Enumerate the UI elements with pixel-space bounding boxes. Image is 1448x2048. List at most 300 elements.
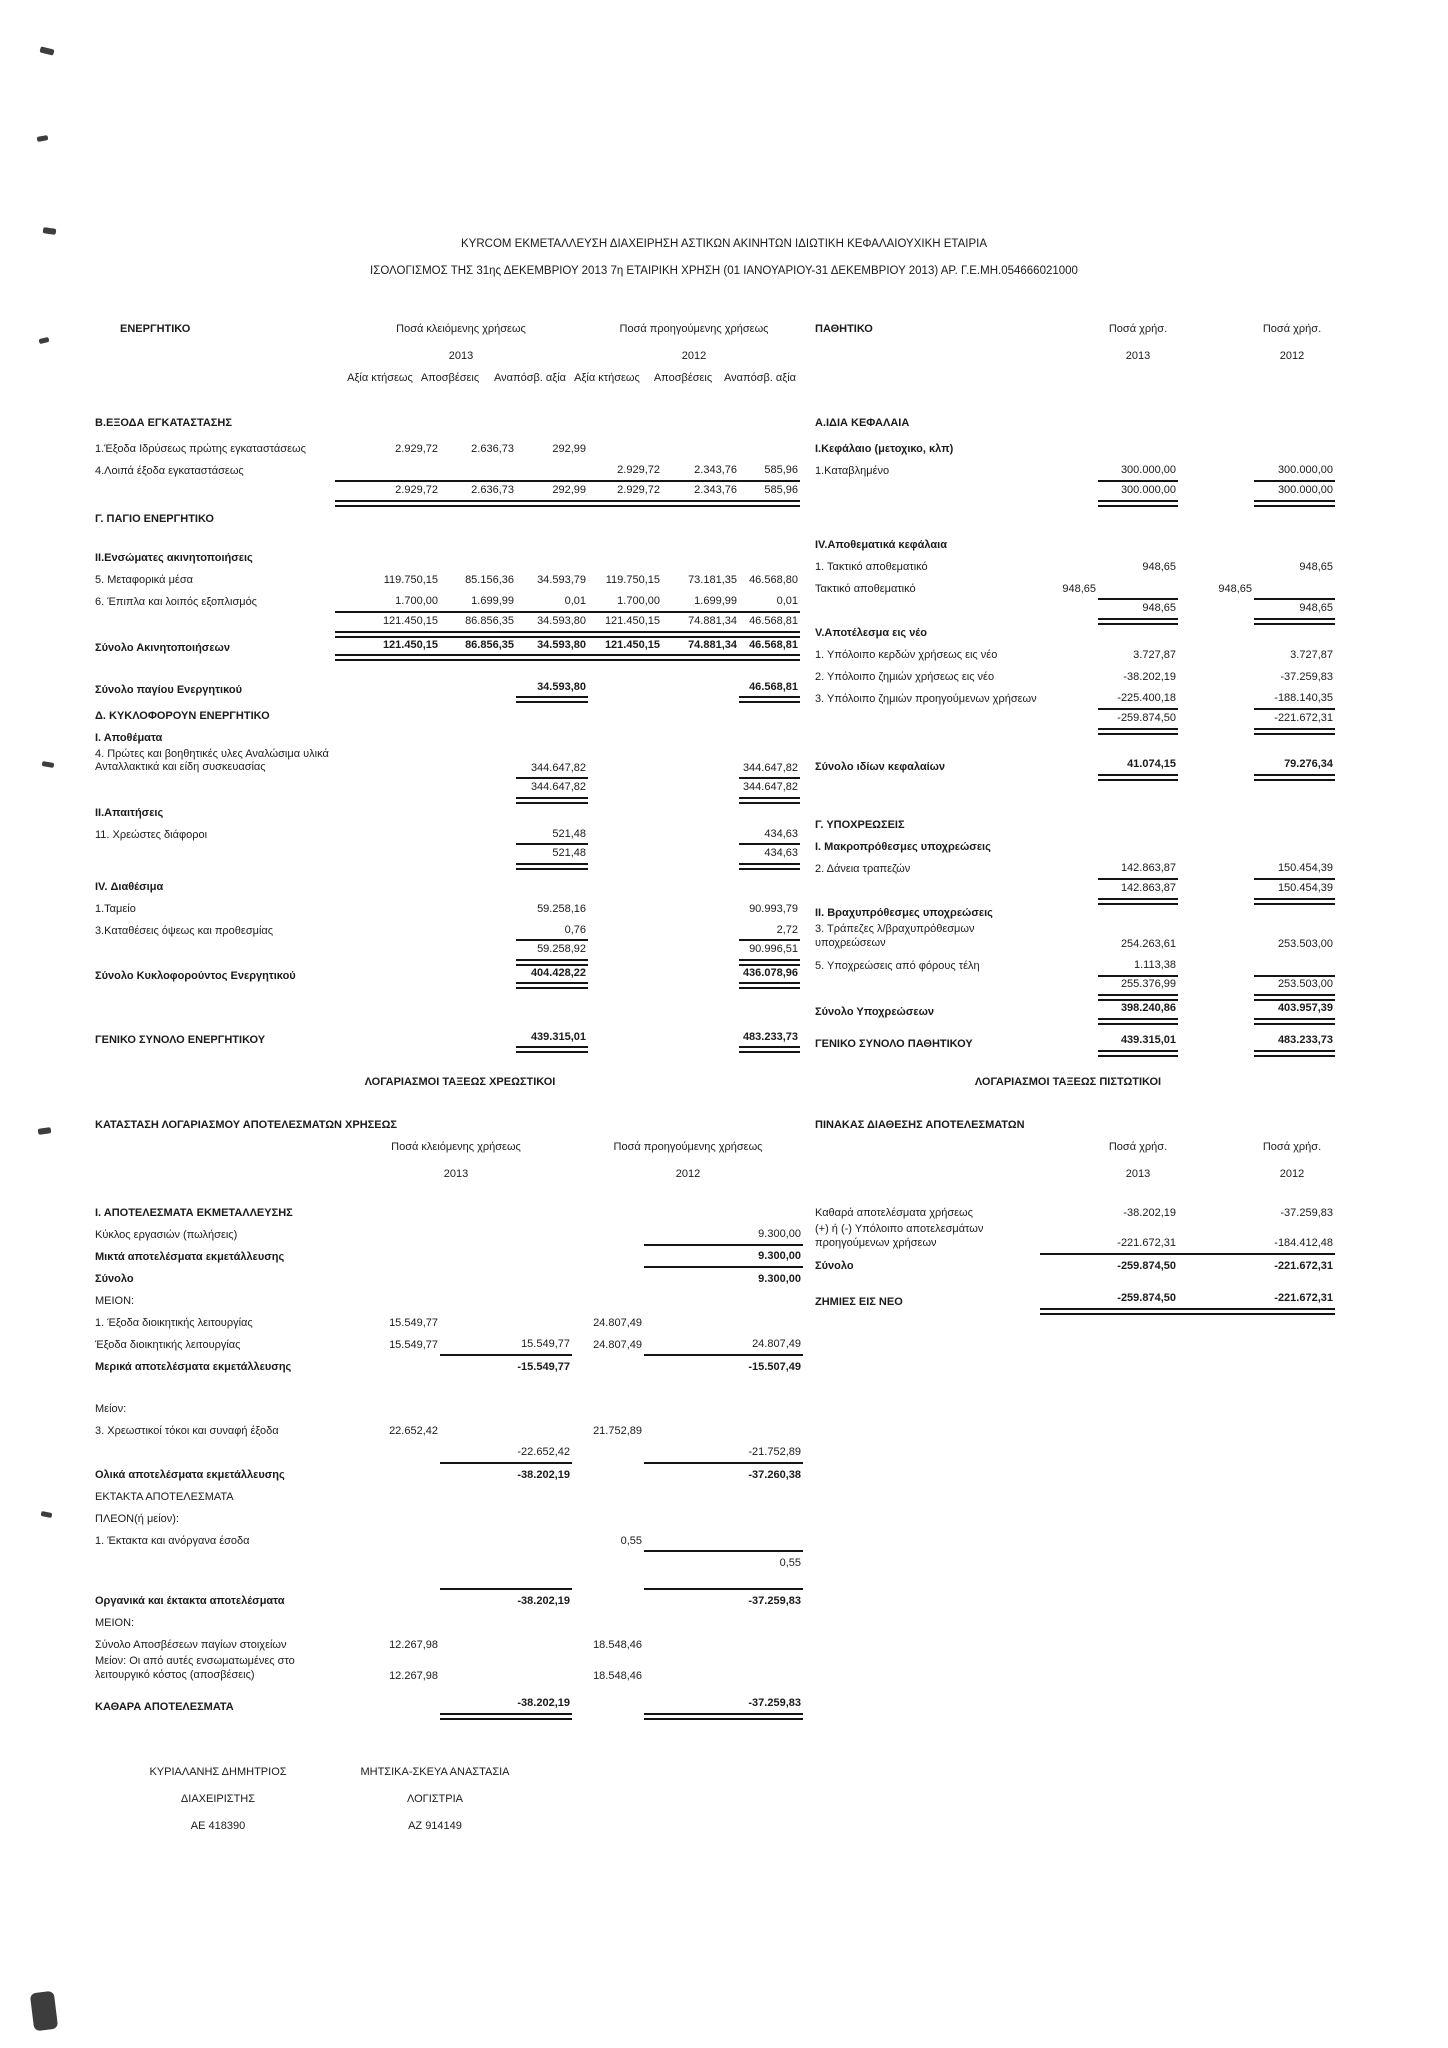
amount-cell [1254, 533, 1335, 555]
amount-cell: 22.652,42 [389, 1425, 438, 1438]
amount-cell: 24.807,49 [593, 1339, 642, 1352]
spacer [95, 866, 800, 874]
spacer [95, 986, 800, 1028]
row-label: Οργανικά και έκτακτα αποτελέσματα [95, 1595, 285, 1608]
amount-cell [1040, 901, 1098, 923]
spacer [95, 529, 800, 546]
table-row [815, 1254, 1335, 1276]
liabilities-header-previous: Ποσά χρήσ. [1262, 323, 1322, 335]
row-label: Γ. ΠΑΓΙΟ ΕΝΕΡΓΗΤΙΚΟ [95, 513, 214, 526]
amount-cell [1040, 923, 1098, 954]
amount-cell: 948,65 [1218, 583, 1252, 596]
amount-cell [340, 1551, 440, 1573]
amount-cell [588, 896, 662, 918]
spacer [95, 658, 800, 678]
amount-cell: -184.412,48 [1178, 1223, 1335, 1254]
row-label [95, 481, 335, 503]
income-header-current: Ποσά κλειόμενης χρήσεως [391, 1141, 521, 1153]
row-label: Σύνολο Κυκλοφορούντος Ενεργητικού [95, 970, 296, 983]
amount-cell [340, 1463, 440, 1485]
amount-cell: 2.929,72 [588, 481, 662, 503]
amount-cell: 300.000,00 [1098, 459, 1178, 481]
amount-cell [1178, 857, 1254, 879]
amount-cell [335, 411, 440, 433]
amount-cell [644, 1289, 803, 1311]
table-row [95, 874, 800, 896]
amount-cell: -225.400,18 [1098, 687, 1178, 709]
table-row [95, 918, 800, 940]
amount-cell: 521,48 [516, 822, 588, 844]
amount-cell [440, 822, 516, 844]
assets-year-previous: 2012 [681, 350, 707, 362]
row-label: Τακτικό αποθεματικό [815, 583, 916, 596]
signature-id: ΑΖ 914149 [408, 1820, 462, 1832]
amount-cell: 86.856,35 [440, 634, 516, 658]
table-row [815, 687, 1335, 709]
amount-cell: 2.929,72 [588, 459, 662, 481]
row-label: ΓΕΝΙΚΟ ΣΥΝΟΛΟ ΕΝΕΡΓΗΤΙΚΟΥ [95, 1034, 266, 1047]
amount-cell: -38.202,19 [440, 1589, 572, 1611]
amount-cell: 292,99 [516, 481, 588, 503]
row-label: IV.Αποθεματικά κεφάλαια [815, 539, 947, 552]
amount-cell [335, 822, 440, 844]
amount-cell [739, 704, 800, 726]
row-label [815, 481, 1040, 503]
amount-cell [440, 1028, 516, 1050]
amount-cell [588, 704, 662, 726]
row-label [95, 1551, 340, 1573]
scan-artifact [41, 1511, 53, 1518]
amount-cell [1178, 755, 1254, 777]
row-label: Ι. Μακροπρόθεσμες υποχρεώσεις [815, 841, 991, 854]
amount-cell [588, 962, 662, 986]
amount-cell [1040, 755, 1098, 777]
amount-cell [440, 1201, 572, 1223]
row-label [95, 612, 335, 634]
amount-cell [440, 411, 516, 433]
amount-cell: -38.202,19 [1123, 1207, 1176, 1220]
row-label: ΙΙ.Ενσώματες ακινητοποιήσεις [95, 552, 253, 565]
amount-cell [1178, 411, 1254, 433]
table-row [95, 778, 800, 800]
amount-cell: 74.881,34 [662, 634, 739, 658]
row-label: Καθαρά αποτελέσματα χρήσεως [815, 1207, 973, 1220]
amount-cell [588, 437, 662, 459]
amount-cell [739, 874, 800, 896]
spacer [815, 1021, 1335, 1031]
table-row [95, 962, 800, 986]
disposal-header-previous: Ποσά χρήσ. [1262, 1141, 1322, 1153]
amount-cell [440, 1633, 572, 1655]
amount-cell [1178, 813, 1254, 835]
table-row [95, 507, 800, 529]
amount-cell [588, 844, 662, 866]
row-label: 3. Χρεωστικοί τόκοι και συναφή έξοδα [95, 1425, 279, 1438]
table-row [815, 976, 1335, 998]
amount-cell [1040, 879, 1098, 901]
amount-cell: 121.450,15 [335, 612, 440, 634]
amount-cell [440, 1245, 572, 1267]
amount-cell: -259.874,50 [1117, 1259, 1176, 1272]
amount-cell [440, 1397, 572, 1419]
table-row [95, 459, 800, 481]
liabilities-header-current: Ποσά χρήσ. [1108, 323, 1168, 335]
amount-cell [662, 844, 739, 866]
amount-cell [1254, 621, 1335, 643]
income-statement-table [95, 1201, 803, 1720]
table-row [815, 709, 1335, 731]
row-label: Σύνολο παγίου Ενεργητικού [95, 684, 243, 696]
table-row [95, 568, 800, 590]
amount-cell: 2.343,76 [662, 481, 739, 503]
amount-cell: -259.874,50 [1098, 709, 1178, 731]
row-label: 2. Δάνεια τραπεζών [815, 863, 911, 876]
amount-cell [739, 800, 800, 822]
amount-cell: 150.454,39 [1254, 879, 1335, 901]
amount-cell: -15.507,49 [748, 1361, 801, 1374]
amount-cell: -188.140,35 [1254, 687, 1335, 709]
row-label: 11. Χρεώστες διάφοροι [95, 828, 208, 841]
amount-cell [440, 896, 516, 918]
amount-cell: 2.343,76 [662, 459, 739, 481]
amount-cell [440, 778, 516, 800]
amount-cell [1040, 599, 1098, 621]
amount-cell [644, 1529, 803, 1551]
amount-cell: 948,65 [1062, 583, 1096, 596]
row-label: 1. Έκτακτα και ανόργανα έσοδα [95, 1535, 250, 1548]
amount-cell [739, 411, 800, 433]
table-row [95, 612, 800, 634]
amount-cell: 300.000,00 [1254, 481, 1335, 503]
table-row [95, 726, 800, 748]
table-row [815, 954, 1335, 976]
amount-cell: 150.454,39 [1254, 857, 1335, 879]
assets-year-current: 2013 [448, 350, 474, 362]
row-label: 1. Υπόλοιπο κερδών χρήσεως εις νέο [815, 649, 998, 662]
amount-cell: 34.593,80 [516, 678, 588, 700]
amount-cell [1040, 555, 1098, 577]
amount-cell [1098, 621, 1178, 643]
amount-cell [1040, 835, 1098, 857]
amount-cell [1178, 555, 1254, 577]
amount-cell [644, 1633, 803, 1655]
amount-cell: 34.593,80 [516, 634, 588, 658]
amount-cell: 1.700,00 [588, 590, 662, 612]
amount-cell: 90.993,79 [749, 902, 798, 915]
amount-cell: 59.258,16 [537, 902, 586, 915]
amount-cell: -37.260,38 [748, 1469, 801, 1482]
amount-cell [1254, 577, 1335, 599]
amount-cell [340, 1355, 440, 1377]
amount-cell [572, 1611, 644, 1633]
amount-cell [1040, 643, 1098, 665]
row-label: ΖΗΜΙΕΣ ΕΙΣ ΝΕΟ [815, 1295, 903, 1308]
amount-cell [1178, 437, 1254, 459]
amount-cell [588, 800, 662, 822]
table-row [95, 1633, 803, 1655]
assets-table [95, 411, 800, 1053]
amount-cell: 300.000,00 [1098, 481, 1178, 503]
amount-cell: 585,96 [739, 459, 800, 481]
amount-cell: 121.450,15 [588, 612, 662, 634]
amount-cell [572, 1463, 644, 1485]
amount-cell [572, 1289, 644, 1311]
amount-cell: 398.240,86 [1098, 998, 1178, 1022]
amount-cell [516, 546, 588, 568]
amount-cell: 948,65 [1098, 599, 1178, 621]
amount-cell: -37.259,83 [1280, 671, 1333, 684]
amount-cell: 34.593,79 [537, 574, 586, 587]
amount-cell [340, 1201, 440, 1223]
amount-cell [739, 546, 800, 568]
table-row [815, 411, 1335, 433]
amount-cell [340, 1223, 440, 1245]
amount-cell [588, 411, 662, 433]
row-label: ΙΙ. Βραχυπρόθεσμες υποχρεώσεις [815, 907, 993, 920]
scan-artifact [39, 337, 50, 344]
table-row [95, 822, 800, 844]
amount-cell [1098, 533, 1178, 555]
spacer [95, 1573, 803, 1589]
amount-cell: 403.957,39 [1254, 998, 1335, 1022]
amount-cell [340, 1507, 440, 1529]
row-label: Σύνολο [815, 1259, 854, 1272]
amount-cell [662, 704, 739, 726]
row-label: Σύνολο Ακινητοποιήσεων [95, 642, 230, 654]
row-label: Ι. Αποθέματα [95, 732, 163, 744]
amount-cell: 0,01 [516, 590, 588, 612]
amount-cell: -21.752,89 [644, 1441, 803, 1463]
amount-cell [440, 940, 516, 962]
amount-cell: 90.996,51 [739, 940, 800, 962]
amount-cell [440, 1311, 572, 1333]
amount-cell: -38.202,19 [1123, 671, 1176, 684]
amount-cell [440, 1267, 572, 1289]
table-row [815, 533, 1335, 555]
amount-cell [335, 918, 440, 940]
table-row [815, 621, 1335, 643]
amount-cell [1098, 835, 1178, 857]
amount-cell: 292,99 [552, 443, 586, 456]
row-label: Ι.Κεφάλαιο (μετοχικο, κλπ) [815, 443, 954, 456]
disposal-header-current: Ποσά χρήσ. [1108, 1141, 1168, 1153]
spacer [95, 1377, 803, 1397]
row-label: ΕΚΤΑΚΤΑ ΑΠΟΤΕΛΕΣΜΑΤΑ [95, 1491, 234, 1504]
table-row [815, 1223, 1335, 1254]
amount-cell: 21.752,89 [593, 1425, 642, 1438]
amount-cell [516, 800, 588, 822]
amount-cell [588, 940, 662, 962]
amount-cell: 24.807,49 [644, 1333, 803, 1355]
amount-cell [340, 1289, 440, 1311]
table-row [815, 665, 1335, 687]
amount-cell [440, 1551, 572, 1573]
amount-cell [662, 940, 739, 962]
scan-artifact [37, 135, 49, 142]
amount-cell [440, 1655, 572, 1686]
amount-cell [1178, 459, 1254, 481]
row-label [95, 844, 335, 866]
amount-cell [1178, 481, 1254, 503]
row-label [95, 1441, 340, 1463]
amount-cell [340, 1695, 440, 1717]
amount-cell: -221.672,31 [1274, 1259, 1333, 1272]
amount-cell [340, 1397, 440, 1419]
row-label: Γ. ΥΠΟΧΡΕΩΣΕΙΣ [815, 819, 905, 832]
order-accounts-debit: ΛΟΓΑΡΙΑΣΜΟΙ ΤΑΞΕΩΣ ΧΡΕΩΣΤΙΚΟΙ [364, 1076, 556, 1088]
amount-cell [1254, 901, 1335, 923]
amount-cell [572, 1267, 644, 1289]
income-header-previous: Ποσά προηγούμενης χρήσεως [613, 1141, 763, 1153]
row-label: ΙΙ.Απαιτήσεις [95, 806, 164, 819]
order-accounts-credit: ΛΟΓΑΡΙΑΣΜΟΙ ΤΑΞΕΩΣ ΠΙΣΤΩΤΙΚΟΙ [974, 1076, 1162, 1088]
amount-cell [1254, 835, 1335, 857]
amount-cell [335, 874, 440, 896]
amount-cell: 404.428,22 [516, 962, 588, 986]
amount-cell: 1.699,99 [440, 590, 516, 612]
amount-cell [440, 962, 516, 986]
table-row [815, 901, 1335, 923]
amount-cell: 483.233,73 [1254, 1031, 1335, 1053]
signature-id: ΑΕ 418390 [190, 1820, 246, 1832]
amount-cell: -37.259,83 [644, 1589, 803, 1611]
amount-cell [662, 437, 739, 459]
amount-cell [572, 1695, 644, 1717]
amount-cell [1040, 857, 1098, 879]
table-row [95, 1695, 803, 1717]
amount-cell [335, 546, 440, 568]
row-label: Σύνολο [95, 1273, 134, 1286]
amount-cell: 1.700,00 [335, 590, 440, 612]
amount-cell: 521,48 [516, 844, 588, 866]
amount-cell [1178, 976, 1254, 998]
amount-cell: 18.548,46 [593, 1639, 642, 1652]
amount-cell [1040, 687, 1098, 709]
assets-header-current: Ποσά κλειόμενης χρήσεως [396, 323, 526, 335]
amount-cell: -37.259,83 [1280, 1207, 1333, 1220]
amount-cell [440, 459, 516, 481]
amount-cell [588, 778, 662, 800]
table-row [95, 1267, 803, 1289]
row-label: IV. Διαθέσιμα [95, 880, 164, 893]
amount-cell [644, 1311, 803, 1333]
amount-cell: 2.929,72 [335, 481, 440, 503]
amount-cell [1040, 665, 1098, 687]
amount-cell [1040, 533, 1098, 555]
amount-cell [588, 748, 662, 779]
amount-cell [588, 918, 662, 940]
amount-cell [572, 1485, 644, 1507]
table-row [815, 813, 1335, 835]
table-row [815, 555, 1335, 577]
amount-cell [1098, 437, 1178, 459]
amount-cell: -37.259,83 [644, 1695, 803, 1717]
amount-cell: 3.727,87 [1133, 649, 1176, 662]
amount-cell [739, 726, 800, 748]
amount-cell [1178, 998, 1254, 1022]
amount-cell [516, 507, 588, 529]
amount-cell: 142.863,87 [1098, 879, 1178, 901]
amount-cell: 73.181,35 [688, 574, 737, 587]
amount-cell [516, 874, 588, 896]
amount-cell [644, 1507, 803, 1529]
signature-role: ΛΟΓΙΣΤΡΙΑ [406, 1793, 464, 1805]
scan-artifact [39, 46, 54, 55]
spacer [815, 1276, 1335, 1290]
amount-cell [644, 1397, 803, 1419]
table-row [815, 998, 1335, 1022]
amount-cell [662, 800, 739, 822]
amount-cell: 948,65 [1254, 599, 1335, 621]
amount-cell [572, 1245, 644, 1267]
amount-cell [662, 1028, 739, 1050]
amount-cell [335, 896, 440, 918]
table-row [95, 1611, 803, 1633]
amount-cell [572, 1507, 644, 1529]
table-row [815, 459, 1335, 481]
table-row [95, 1507, 803, 1529]
amount-cell [572, 1223, 644, 1245]
row-label: 1.Ταμείο [95, 902, 136, 915]
amount-cell [588, 726, 662, 748]
table-row [95, 437, 800, 459]
amount-cell [1178, 954, 1254, 976]
assets-col-label: Αποσβέσεις [653, 372, 713, 384]
table-row [815, 643, 1335, 665]
amount-cell [440, 678, 516, 700]
amount-cell: -259.874,50 [1040, 1290, 1178, 1312]
amount-cell: 85.156,36 [465, 574, 514, 587]
income-statement-title: ΚΑΤΑΣΤΑΣΗ ΛΟΓΑΡΙΑΣΜΟΥ ΑΠΟΤΕΛΕΣΜΑΤΩΝ ΧΡΗΣΕΩΣ [95, 1119, 398, 1131]
amount-cell [440, 800, 516, 822]
assets-col-label: Αξία κτήσεως [347, 372, 413, 384]
amount-cell [1040, 976, 1098, 998]
amount-cell: 12.267,98 [389, 1639, 438, 1652]
table-row [815, 755, 1335, 777]
amount-cell: 300.000,00 [1254, 459, 1335, 481]
amount-cell [1178, 923, 1254, 954]
amount-cell [588, 1028, 662, 1050]
scan-artifact [30, 1991, 58, 2032]
amount-cell [1040, 621, 1098, 643]
assets-col-label: Αναπόσβ. αξία [493, 372, 567, 384]
amount-cell [440, 1529, 572, 1551]
spacer [95, 1686, 803, 1695]
amount-cell [1178, 621, 1254, 643]
amount-cell: 344.647,82 [739, 748, 800, 779]
amount-cell [1040, 459, 1098, 481]
disposal-table [815, 1201, 1335, 1315]
amount-cell [1040, 411, 1098, 433]
amount-cell [644, 1611, 803, 1633]
amount-cell [1254, 954, 1335, 976]
amount-cell [662, 546, 739, 568]
amount-cell [440, 1507, 572, 1529]
amount-cell: 46.568,80 [749, 574, 798, 587]
scan-artifact [43, 227, 57, 235]
amount-cell [1040, 437, 1098, 459]
amount-cell [662, 778, 739, 800]
amount-cell [1098, 901, 1178, 923]
amount-cell [440, 507, 516, 529]
row-label: 5. Μεταφορικά μέσα [95, 574, 193, 587]
amount-cell: 439.315,01 [516, 1028, 588, 1050]
signature-name: ΜΗΤΣΙΚΑ-ΣΚΕΥΑ ΑΝΑΣΤΑΣΙΑ [360, 1766, 510, 1778]
row-label: ΠΛΕΟΝ(ή μείον): [95, 1513, 179, 1526]
amount-cell [440, 748, 516, 779]
table-row [815, 1290, 1335, 1312]
amount-cell [340, 1529, 440, 1551]
